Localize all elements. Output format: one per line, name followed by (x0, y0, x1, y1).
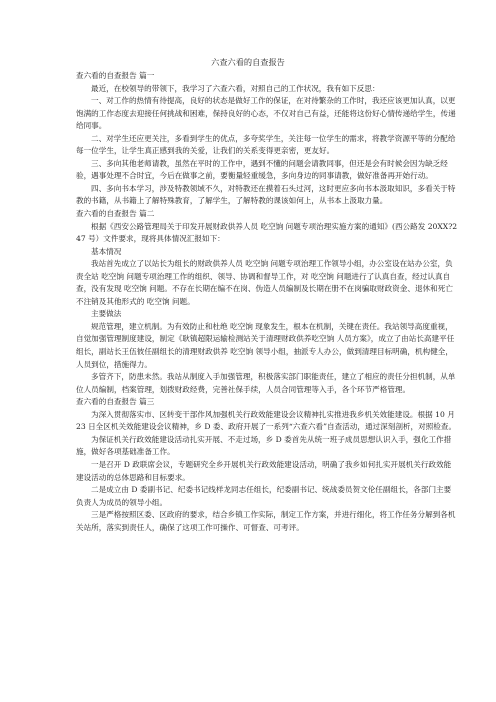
report-section (76, 70, 458, 208)
paragraph: 四、多向书本学习，涉及特教领域不久，对特教还在摸着石头过河，这时更应多向书本汲取知识，多看关于特教的书籍，从书籍上了解特殊教育，了解学生，了解特教的课该如何上，从书本上汲取力量。 (76, 183, 456, 206)
paragraph: 为深入贯彻落实市、区转变干部作风加强机关行政效能建设会议精神扎实推进我乡机关效能建设。根据 10 月 23 日全区机关效能建设会议精神，乡 D 委、政府开展了一系列“六查六看”自查活动，通过深刻剖析，对照检查。 (76, 409, 457, 432)
paragraph: 三是严格按照区委、区政府的要求，结合乡镇工作实际，制定工作方案，并进行细化，将工作任务分解到各机关站所，落实到责任人，确保了这项工作可操作、可督查、可考评。 (76, 510, 456, 532)
paragraph: 我站首先成立了以站长为组长的财政供养人员 吃空饷 问题专项治理工作领导小组，办公室设在站办公室，负责全站 吃空饷 问题专项治理工作的组织、领导、协调和督导工作，对 吃空饷 问题进行了认真自查，经过认真自查，没有发现 吃空饷 问题。不存在长期在编不在岗、伪造人员编制及长期在册不在岗骗取财政资金、退休和死亡不注销及其他形式的 吃空饷 问题。 (76, 259, 453, 306)
paragraph: 一是召开 D 政联席会议，专题研究全乡开展机关行政效能建设活动，明确了我乡如何扎实开展机关行政效能建设活动的总体思路和目标要求。 (76, 459, 452, 482)
section-heading: 查六看的自查报告 篇一 (76, 71, 155, 80)
report-section (76, 396, 458, 534)
report-section (76, 208, 458, 396)
section-heading: 查六看的自查报告 篇二 (76, 209, 155, 219)
paragraph: 二、对学生还应更关注，多看到学生的优点，多夸奖学生，关注每一位学生的需求，将教学资源平等的分配给每一位学生，让学生真正感到我的关爱，让我们的关系变得更亲密，更友好。 (76, 133, 456, 156)
paragraph: 根据《西安公路管理局关于印发开展财政供养人员 吃空饷 问题专项治理实施方案的通知》(西公路发 20XX?247 号）文件要求，现将具体情况汇报如下： (76, 221, 458, 244)
paragraph: 一、对工作的热情有待提高，良好的状态是做好工作的保证，在对待繁杂的工作时，我还应该更加认真，以更饱满的工作态度去迎接任何挑战和困难，保持良好的心态，不仅对自己有益，还能将这份好心情传递给学生，传递给同事。 (76, 96, 456, 131)
section-heading: 查六看的自查报告 篇三 (76, 397, 155, 407)
sub-heading: 基本情况 (91, 246, 122, 256)
document-body (76, 70, 458, 534)
sub-heading: 主要做法 (91, 309, 122, 319)
paragraph: 多管齐下，防患未然。我站从制度入手加强管理，积极落实部门职能责任，建立了相应的责任分担机制，从单位人员编制，档案管理，划拨财政经费，完善社保手续，人员合同管理等入手，各个环节严格管理。 (76, 372, 456, 394)
paragraph: 为保证机关行政效能建设活动扎实开展、不走过场，乡 D 委首先从统一班子成员思想认识入手，强化工作措施，做好各项基础准备工作。 (76, 434, 452, 457)
paragraph: 规范管理，建立机制。为有效防止和杜绝 吃空饷 现象发生，根本在机制，关键在责任。我站领导高度重视，自觉加强管理制度建设，制定《耿镇超限运输检测站关于清理财政供养吃空饷 人员方案》，成立了由站长高建平任组长，副站长王伍彼任副组长的清理财政供养 吃空饷 领导小组，抽派专人办公，做到清理目标明确，机构健全，人员到位，措施得力。 (76, 321, 455, 369)
paragraph: 三、多向其他老师请教，虽然在平时的工作中，遇到不懂的问题会请教同事，但还是会有时候会因为缺乏经验，遇事处理不合时宜，今后在做事之前，要衡量轻重缓急，多向身边的同事请教，做好准备再开始行动。 (76, 158, 448, 181)
paragraph: 最近，在校领导的带领下，我学习了六查六看，对照自己的工作状况，我有如下反思： (91, 83, 380, 93)
document-title: 六查六看的自查报告 (211, 57, 285, 67)
paragraph: 二是成立由 D 委副书记、纪委书记线样龙同志任组长，纪委副书记、统战委员贺文伦任副组长，各部门主要负责人为成员的领导小组。 (76, 485, 452, 507)
